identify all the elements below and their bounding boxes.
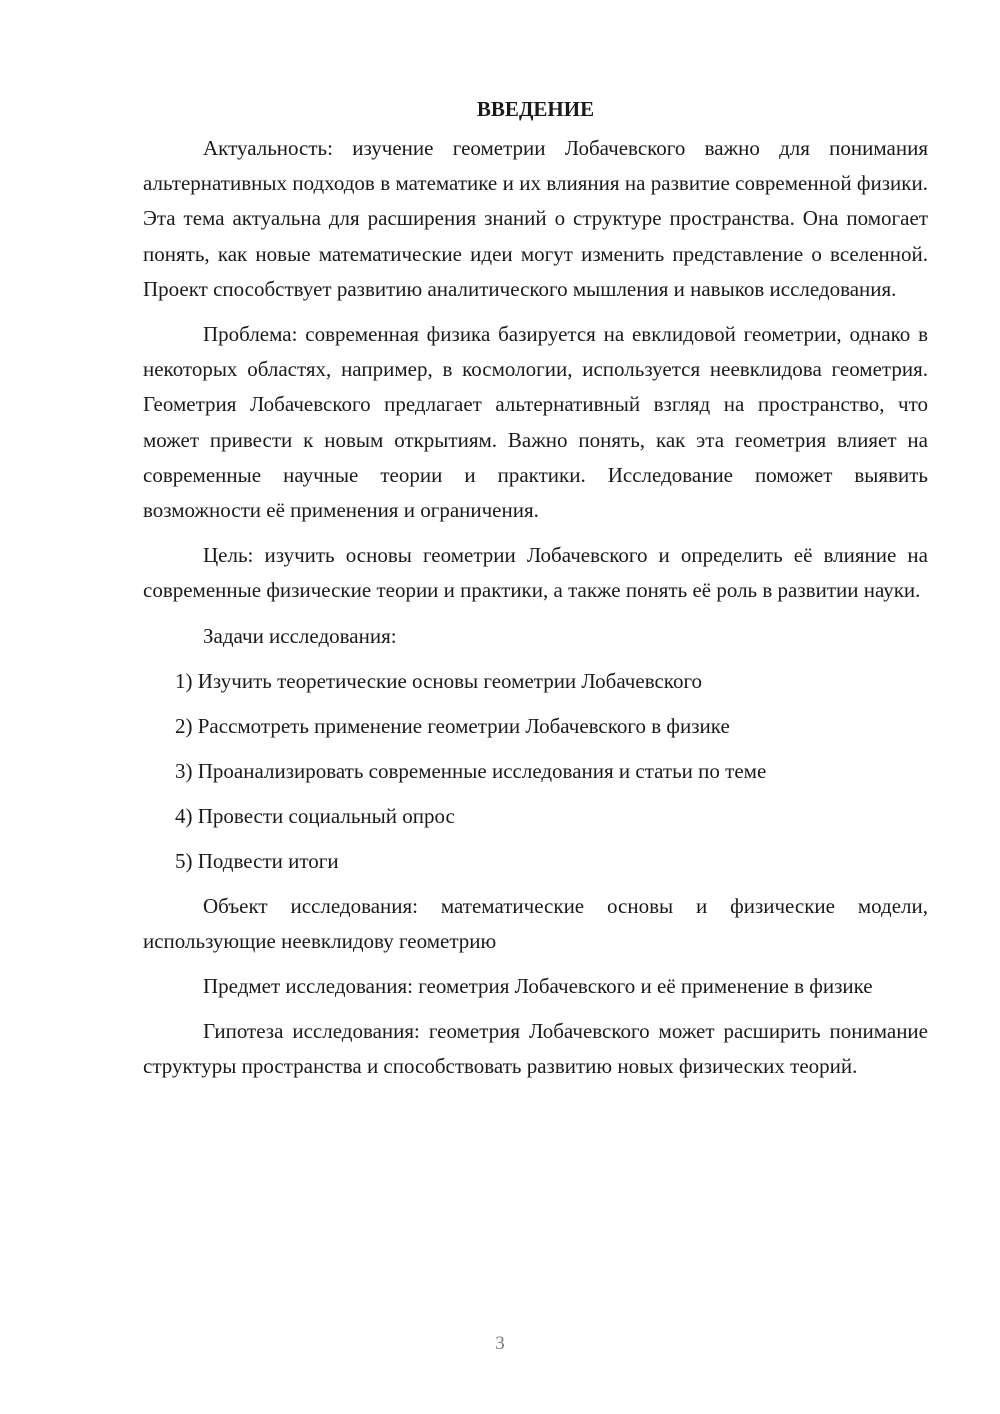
object-paragraph: Объект исследования: математические основы и физические модели, использующие неевклидову геометрию	[143, 893, 928, 953]
subject-paragraph: Предмет исследования: геометрия Лобачевского и её применение в физике	[203, 974, 873, 999]
hypothesis-paragraph: Гипотеза исследования: геометрия Лобачевского может расширить понимание структуры пространства и способствовать развитию новых физических теорий.	[143, 1019, 928, 1079]
list-item: 5) Подвести итоги	[175, 848, 339, 873]
page-title: ВВЕДЕНИЕ	[476, 97, 595, 121]
list-item: 2) Рассмотреть применение геометрии Лобачевского в физике	[175, 713, 730, 738]
tasks-heading: Задачи исследования:	[203, 623, 397, 648]
list-item: 3) Проанализировать современные исследования и статьи по теме	[175, 758, 767, 783]
page-number: 3	[495, 1333, 505, 1354]
goal-paragraph: Цель: изучить основы геометрии Лобачевского и определить её влияние на современные физические теории и практики, а также понять её роль в развитии науки.	[143, 543, 928, 603]
tasks-list	[143, 664, 928, 879]
list-item: 1) Изучить теоретические основы геометрии Лобачевского	[175, 668, 703, 693]
list-item: 4) Провести социальный опрос	[175, 803, 455, 828]
relevance-paragraph: Актуальность: изучение геометрии Лобачевского важно для понимания альтернативных подходов в математике и их влияния на развитие современной физики. Эта тема актуальна для расширения знаний о структуре пространства. Она помогает понять, как новые математические идеи могут изменить представление о вселенной. Проект способствует развитию аналитического мышления и навыков исследования.	[143, 136, 928, 301]
problem-paragraph: Проблема: современная физика базируется на евклидовой геометрии, однако в некоторых областях, например, в космологии, используется неевклидова геометрия. Геометрия Лобачевского предлагает альтернативный взгляд на пространство, что может привести к новым открытиям. Важно понять, как эта геометрия влияет на современные научные теории и практики. Исследование поможет выявить возможности её применения и ограничения.	[143, 322, 928, 523]
document-page	[143, 92, 928, 1085]
